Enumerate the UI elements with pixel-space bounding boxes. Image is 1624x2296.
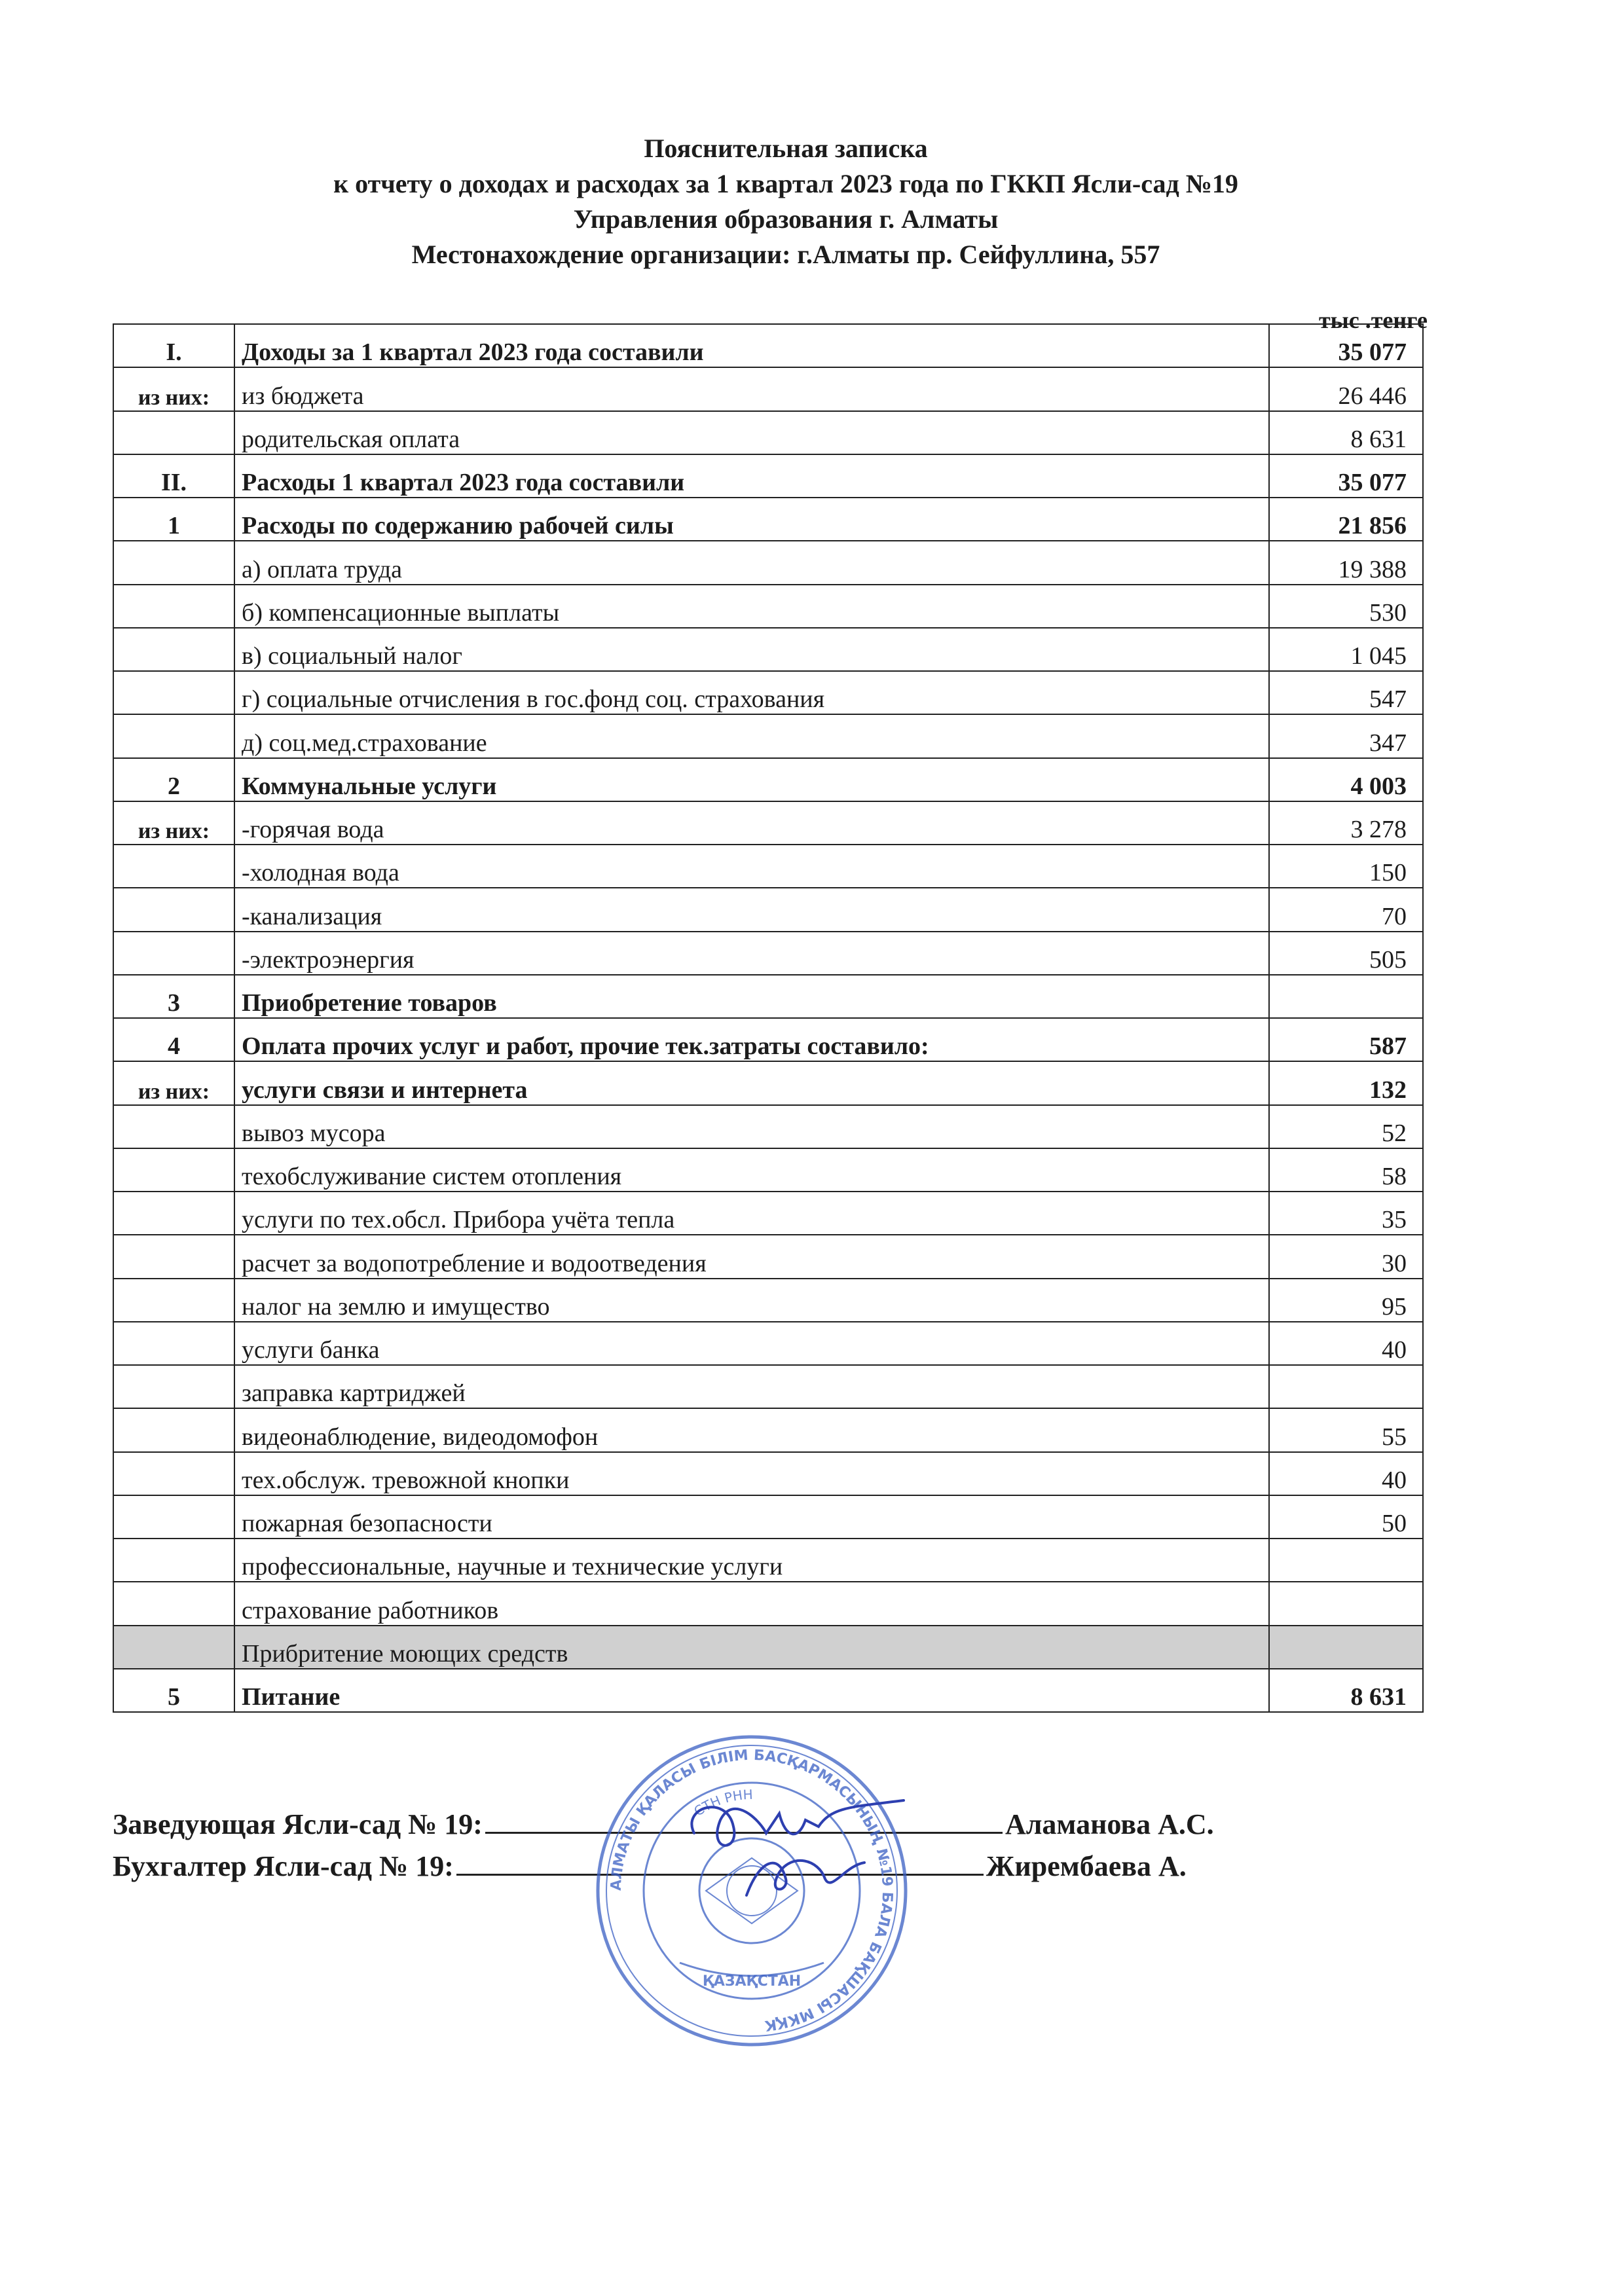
row-label: б) компенсационные выплаты — [234, 585, 1269, 628]
row-label: Коммунальные услуги — [234, 758, 1269, 801]
row-amount: 95 — [1269, 1279, 1423, 1322]
row-label: Приобретение товаров — [234, 975, 1269, 1018]
row-label: расчет за водопотребление и водоотведения — [234, 1235, 1269, 1278]
row-label: г) социальные отчисления в гос.фонд соц. страхования — [234, 671, 1269, 714]
table-row — [113, 1018, 1423, 1061]
row-number: I. — [113, 324, 234, 367]
table-row — [113, 1235, 1423, 1278]
row-amount: 35 — [1269, 1192, 1423, 1235]
row-number — [113, 1582, 234, 1625]
row-label: д) соц.мед.страхование — [234, 714, 1269, 757]
table-row — [113, 1669, 1423, 1712]
row-label: видеонаблюдение, видеодомофон — [234, 1408, 1269, 1451]
row-amount: 40 — [1269, 1322, 1423, 1365]
head-title: Заведующая Ясли-сад № 19: — [113, 1808, 483, 1840]
row-amount: 58 — [1269, 1148, 1423, 1192]
stamp-outer-text: АЛМАТЫ ҚАЛАСЫ БІЛІМ БАСҚАРМАСЫНЫҢ №19 БАЛА БАҚШАСЫ МКҚК — [608, 1747, 896, 2034]
table-row — [113, 1148, 1423, 1192]
row-number: 1 — [113, 498, 234, 541]
table-row — [113, 932, 1423, 975]
row-label: услуги по тех.обсл. Прибора учёта тепла — [234, 1192, 1269, 1235]
row-number: II. — [113, 454, 234, 498]
row-amount: 26 446 — [1269, 367, 1423, 410]
table-row — [113, 1582, 1423, 1625]
row-label: Расходы 1 квартал 2023 года составили — [234, 454, 1269, 498]
row-number: 5 — [113, 1669, 234, 1712]
row-label: Расходы по содержанию рабочей силы — [234, 498, 1269, 541]
row-amount: 55 — [1269, 1408, 1423, 1451]
table-row — [113, 1322, 1423, 1365]
row-number — [113, 1365, 234, 1408]
row-label: тех.обслуж. тревожной кнопки — [234, 1452, 1269, 1495]
row-amount — [1269, 1582, 1423, 1625]
table-row — [113, 1626, 1423, 1669]
row-number — [113, 1148, 234, 1192]
row-amount: 35 077 — [1269, 454, 1423, 498]
row-amount: 1 045 — [1269, 628, 1423, 671]
row-label: -горячая вода — [234, 801, 1269, 845]
row-label: Оплата прочих услуг и работ, прочие тек.затраты составило: — [234, 1018, 1269, 1061]
row-amount: 8 631 — [1269, 411, 1423, 454]
row-number: из них: — [113, 801, 234, 845]
row-label: -канализация — [234, 888, 1269, 931]
row-number: 3 — [113, 975, 234, 1018]
row-number: из них: — [113, 1061, 234, 1104]
row-amount — [1269, 975, 1423, 1018]
row-label: родительская оплата — [234, 411, 1269, 454]
row-label: услуги банка — [234, 1322, 1269, 1365]
table-row — [113, 1279, 1423, 1322]
row-number — [113, 1539, 234, 1582]
currency-unit: тыс .тенге — [1318, 307, 1428, 333]
row-amount: 52 — [1269, 1105, 1423, 1148]
row-number — [113, 541, 234, 584]
row-amount: 587 — [1269, 1018, 1423, 1061]
table-row — [113, 541, 1423, 584]
table-row — [113, 454, 1423, 498]
row-number — [113, 1322, 234, 1365]
income-expense-table — [113, 323, 1424, 1713]
table-row — [113, 758, 1423, 801]
row-number: из них: — [113, 367, 234, 410]
row-label: заправка картриджей — [234, 1365, 1269, 1408]
table-row — [113, 801, 1423, 845]
row-number — [113, 1495, 234, 1539]
table-row — [113, 324, 1423, 367]
row-label: -холодная вода — [234, 845, 1269, 888]
handwritten-signatures — [668, 1781, 917, 1912]
row-number — [113, 932, 234, 975]
row-amount — [1269, 1539, 1423, 1582]
row-label: в) социальный налог — [234, 628, 1269, 671]
table-row — [113, 585, 1423, 628]
row-amount: 150 — [1269, 845, 1423, 888]
row-amount: 132 — [1269, 1061, 1423, 1104]
row-amount: 8 631 — [1269, 1669, 1423, 1712]
row-amount: 40 — [1269, 1452, 1423, 1495]
row-label: -электроэнергия — [234, 932, 1269, 975]
row-amount: 50 — [1269, 1495, 1423, 1539]
row-number — [113, 585, 234, 628]
row-number: 2 — [113, 758, 234, 801]
row-amount — [1269, 1365, 1423, 1408]
row-number — [113, 714, 234, 757]
row-label: вывоз мусора — [234, 1105, 1269, 1148]
row-number — [113, 628, 234, 671]
row-amount: 347 — [1269, 714, 1423, 757]
row-label: Доходы за 1 квартал 2023 года составили — [234, 324, 1269, 367]
row-amount: 3 278 — [1269, 801, 1423, 845]
table-row — [113, 628, 1423, 671]
table-row — [113, 1061, 1423, 1104]
row-amount: 70 — [1269, 888, 1423, 931]
stamp-inner-text: СТН РНН — [691, 1786, 754, 1819]
row-amount: 21 856 — [1269, 498, 1423, 541]
row-number — [113, 1279, 234, 1322]
document-subtitle: к отчету о доходах и расходах за 1 квартал 2023 года по ГККП Ясли-сад №19 — [333, 169, 1238, 198]
accountant-name: Жирембаева А. — [986, 1850, 1187, 1882]
row-label: пожарная безопасности — [234, 1495, 1269, 1539]
row-number — [113, 1105, 234, 1148]
row-amount: 547 — [1269, 671, 1423, 714]
row-label: из бюджета — [234, 367, 1269, 410]
table-row — [113, 498, 1423, 541]
document-title: Пояснительная записка — [644, 134, 928, 163]
row-amount: 35 077 — [1269, 324, 1423, 367]
table-row — [113, 671, 1423, 714]
table-row — [113, 367, 1423, 410]
head-name: Аламанова А.С. — [1005, 1808, 1214, 1840]
organization-department: Управления образования г. Алматы — [573, 204, 999, 234]
table-row — [113, 1539, 1423, 1582]
table-row — [113, 1192, 1423, 1235]
row-label: Прибритение моющих средств — [234, 1626, 1269, 1669]
row-number — [113, 411, 234, 454]
row-number — [113, 1408, 234, 1451]
row-number — [113, 1235, 234, 1278]
row-label: налог на землю и имущество — [234, 1279, 1269, 1322]
table-row — [113, 845, 1423, 888]
table-row — [113, 1452, 1423, 1495]
row-amount: 530 — [1269, 585, 1423, 628]
row-number — [113, 671, 234, 714]
row-number: 4 — [113, 1018, 234, 1061]
row-number — [113, 888, 234, 931]
table-row — [113, 1105, 1423, 1148]
row-label: а) оплата труда — [234, 541, 1269, 584]
row-amount: 30 — [1269, 1235, 1423, 1278]
row-label: профессиональные, научные и технические услуги — [234, 1539, 1269, 1582]
table-row — [113, 714, 1423, 757]
row-number — [113, 1192, 234, 1235]
organization-address: Местонахождение организации: г.Алматы пр. Сейфуллина, 557 — [411, 240, 1160, 269]
row-amount: 505 — [1269, 932, 1423, 975]
table-row — [113, 1408, 1423, 1451]
row-label: услуги связи и интернета — [234, 1061, 1269, 1104]
accountant-title: Бухгалтер Ясли-сад № 19: — [113, 1850, 454, 1882]
row-number — [113, 1626, 234, 1669]
stamp-center-text: ҚАЗАҚСТАН — [702, 1973, 802, 1990]
document-header — [0, 131, 1572, 272]
row-label: техобслуживание систем отопления — [234, 1148, 1269, 1192]
row-label: Питание — [234, 1669, 1269, 1712]
row-amount — [1269, 1626, 1423, 1669]
row-amount: 4 003 — [1269, 758, 1423, 801]
table-row — [113, 1365, 1423, 1408]
table-row — [113, 975, 1423, 1018]
table-row — [113, 411, 1423, 454]
table-row — [113, 1495, 1423, 1539]
row-label: страхование работников — [234, 1582, 1269, 1625]
row-number — [113, 1452, 234, 1495]
row-amount: 19 388 — [1269, 541, 1423, 584]
table-row — [113, 888, 1423, 931]
row-number — [113, 845, 234, 888]
